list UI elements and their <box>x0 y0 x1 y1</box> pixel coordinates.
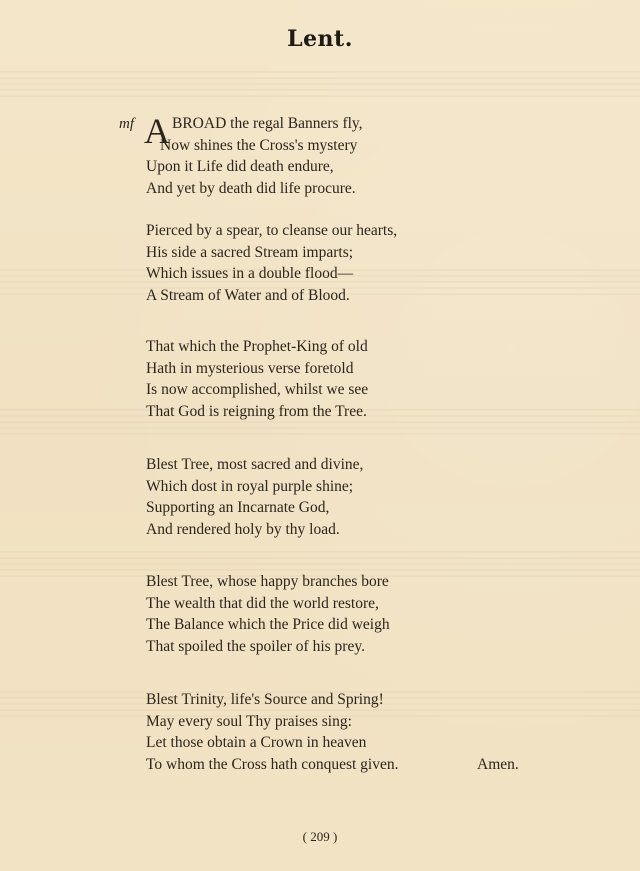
verse-line: And rendered holy by thy load. <box>146 521 340 539</box>
stanza-1 <box>146 113 363 200</box>
verse-line: His side a sacred Stream imparts; <box>146 243 354 261</box>
stanza-5 <box>146 571 390 658</box>
verse-line: Which issues in a double flood— <box>146 265 354 283</box>
verse-line: Supporting an Incarnate God, <box>146 499 330 517</box>
verse-line: Blest Trinity, life's Source and Spring! <box>146 691 384 708</box>
verse-line: Let those obtain a Crown in heaven <box>146 734 367 752</box>
verse-line: BROAD the regal Banners fly, <box>172 115 363 132</box>
verse-line: Blest Tree, most sacred and divine, <box>146 456 364 473</box>
amen-closing: Amen. <box>477 756 519 773</box>
stanza-3 <box>146 336 368 423</box>
verse-line: That which the Prophet-King of old <box>146 338 368 355</box>
verse-line: That spoiled the spoiler of his prey. <box>146 638 365 656</box>
verse-line: Blest Tree, whose happy branches bore <box>146 573 389 590</box>
stanza-2 <box>146 220 397 307</box>
verse-line: Upon it Life did death endure, <box>146 158 334 176</box>
page-title: Lent. <box>287 26 353 52</box>
verse-line: To whom the Cross hath conquest given. <box>146 756 399 774</box>
verse-line: That God is reigning from the Tree. <box>146 403 367 421</box>
stanza-6 <box>146 689 398 776</box>
verse-line: The Balance which the Price did weigh <box>146 616 390 634</box>
verse-line: May every soul Thy praises sing: <box>146 712 352 730</box>
verse-line: Which dost in royal purple shine; <box>146 477 354 495</box>
stanza-4 <box>146 454 363 541</box>
verse-line: A Stream of Water and of Blood. <box>146 287 350 305</box>
verse-line: Now shines the Cross's mystery <box>160 136 358 154</box>
verse-line: And yet by death did life procure. <box>146 180 356 198</box>
dynamic-marking: mf <box>119 116 134 132</box>
verse-line: Is now accomplished, whilst we see <box>146 381 369 399</box>
verse-line: Hath in mysterious verse foretold <box>146 359 354 377</box>
verse-line: The wealth that did the world restore, <box>146 594 379 612</box>
verse-line: Pierced by a spear, to cleanse our hearts, <box>146 222 398 239</box>
drop-cap: A <box>144 111 170 151</box>
page-number: ( 209 ) <box>302 829 338 844</box>
